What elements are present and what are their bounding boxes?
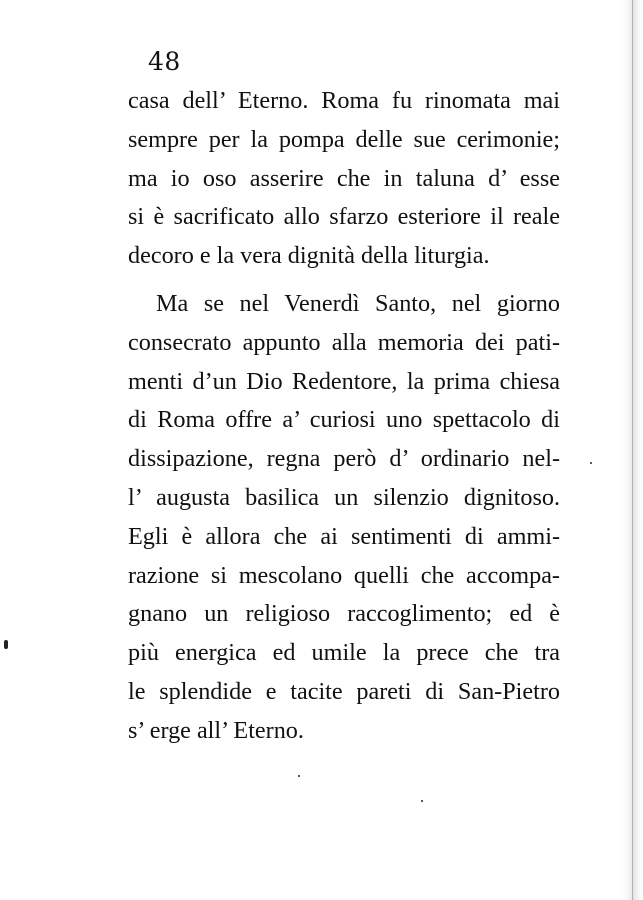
paragraph-1 [128, 82, 560, 276]
text-line: ma io oso asserire che in taluna d’ esse [128, 164, 560, 192]
text-line: s’ erge all’ Eterno. [128, 716, 304, 744]
text-line: Ma se nel Venerdì Santo, nel giorno [156, 289, 560, 317]
ink-speck [590, 462, 592, 464]
page-number: 48 [148, 47, 181, 76]
ink-speck [4, 640, 8, 649]
paragraph-gap [128, 276, 560, 285]
text-line: l’ augusta basilica un silenzio dignitoso. [128, 483, 560, 511]
text-line: dissipazione, regna però d’ ordinario nel- [128, 445, 560, 473]
text-line: razione si mescolano quelli che accompa- [128, 561, 560, 589]
ink-speck [421, 800, 423, 802]
body-text [128, 82, 560, 751]
text-line: consecrato appunto alla memoria dei pati- [128, 328, 560, 356]
ink-speck [298, 775, 300, 777]
text-line: menti d’un Dio Redentore, la prima chiesa [128, 367, 560, 395]
text-line: più energica ed umile la prece che tra [128, 639, 560, 667]
page-edge-line [632, 0, 633, 900]
text-line: si è sacrificato allo sfarzo esteriore il reale [128, 203, 560, 231]
text-line: le splendide e tacite pareti di San-Pietro [128, 677, 560, 705]
text-line: decoro e la vera dignità della liturgia. [128, 242, 490, 270]
paragraph-2 [128, 285, 560, 751]
text-line: Egli è allora che ai sentimenti di ammi- [128, 522, 560, 550]
text-line: di Roma offre a’ curiosi uno spettacolo di [128, 406, 560, 434]
text-line: casa dell’ Eterno. Roma fu rinomata mai [128, 87, 560, 114]
text-line: sempre per la pompa delle sue cerimonie; [128, 125, 560, 153]
text-line: gnano un religioso raccoglimento; ed è [128, 600, 560, 628]
